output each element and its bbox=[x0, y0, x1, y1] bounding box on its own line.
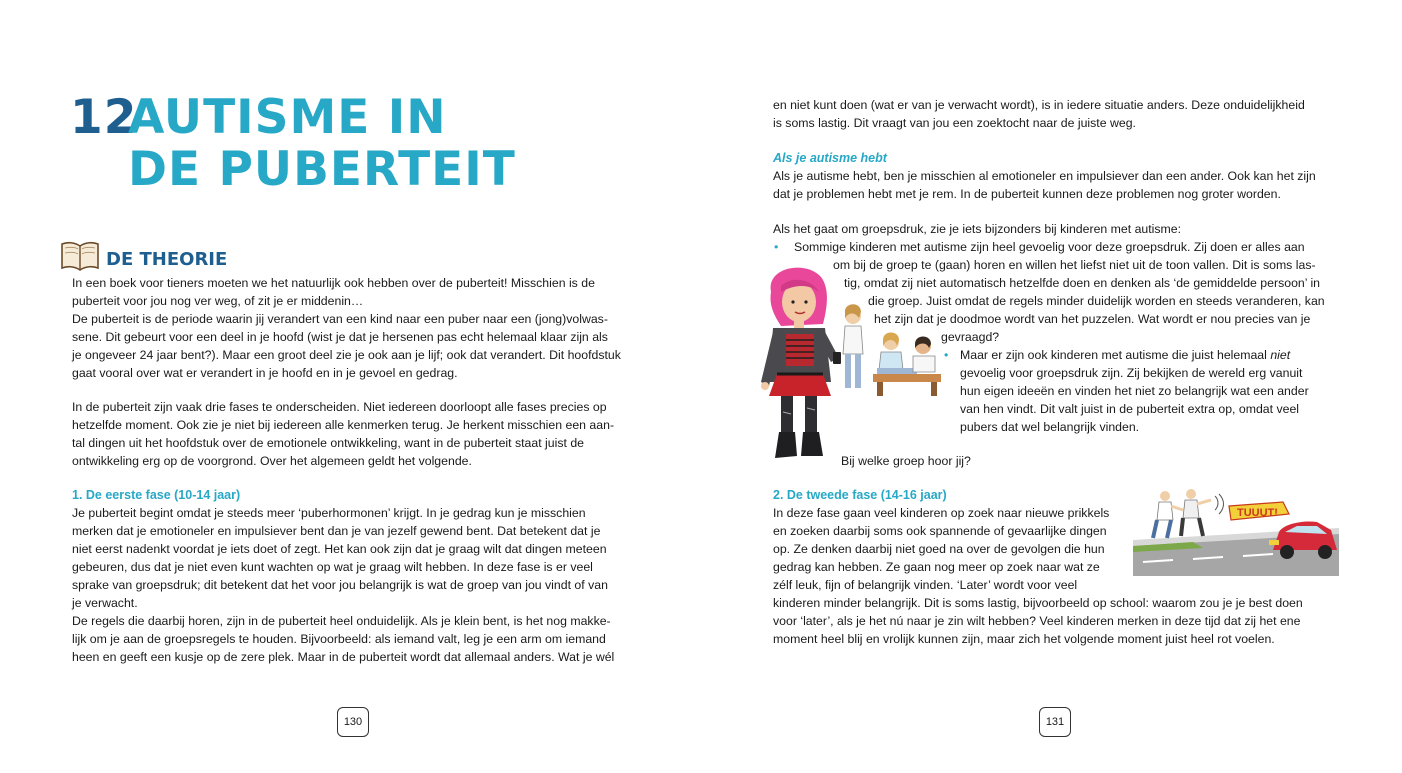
text-line: tig, omdat zij niet automatisch hetzelfde doen en denken als ‘de gemiddelde persoon’ in bbox=[844, 276, 1321, 290]
text-line: niet eerst nadenkt voordat je iets doet of zegt. Het kan ook zijn dat je graag wilt dat dingen meteen bbox=[72, 542, 607, 556]
text-line: van hen vindt. Dit valt juist in de puberteit extra op, omdat veel bbox=[960, 402, 1300, 416]
text-line: hetzelfde moment. Ook zie je niet bij iedereen alle kenmerken terug. Je herkent misschien een aan- bbox=[72, 418, 615, 432]
text-line: puberteit voor jou nog ver weg, of zit je er middenin… bbox=[72, 294, 364, 308]
text-line: gevraagd? bbox=[941, 330, 1000, 344]
text-line: Je puberteit begint omdat je steeds meer ‘puberhormonen’ krijgt. In je gedrag kun je misschien bbox=[72, 506, 586, 520]
text-line: je verwacht. bbox=[72, 596, 138, 610]
chapter-number: 12 bbox=[70, 90, 138, 145]
text-run: Maar er zijn ook kinderen met autisme die juist helemaal bbox=[960, 348, 1271, 362]
phases-paragraph bbox=[72, 398, 630, 470]
text-line: De puberteit is de periode waarin jij verandert van een kind naar een puber naar een (jong)volwas- bbox=[72, 312, 608, 326]
text-line: sene. Dit gebeurt voor een deel in je hoofd (wist je dat je hersenen pas echt helemaal klaar zijn als bbox=[72, 330, 608, 344]
text-line: en niet kunt doen (wat er van je verwacht wordt), is in iedere situatie anders. Deze onduidelijkheid bbox=[773, 98, 1305, 112]
text-line: In de puberteit zijn vaak drie fases te onderscheiden. Niet iedereen doorloopt alle fases precies op bbox=[72, 400, 607, 414]
text-line: In deze fase gaan veel kinderen op zoek naar nieuwe prikkels bbox=[773, 506, 1110, 520]
chapter-title-line1: AUTISME IN bbox=[128, 90, 447, 145]
chapter-title-line2: DE PUBERTEIT bbox=[128, 142, 516, 197]
text-line: op. Ze denken daarbij niet goed na over de gevolgen die hun bbox=[773, 542, 1105, 556]
phase1-heading: 1. De eerste fase (10-14 jaar) bbox=[72, 488, 241, 502]
text-line: voor ‘later’, als je het nú naar je zin wilt hebben? Veel kinderen merken in deze tijd dat zij het ene bbox=[773, 614, 1301, 628]
text-line: In een boek voor tieners moeten we het natuurlijk ook hebben over de puberteit! Misschien is de bbox=[72, 276, 595, 290]
text-line: moment heel blij en vrolijk kunnen zijn, maar zich het volgende moment juist heel rot voelen. bbox=[773, 632, 1275, 646]
text-line: Sommige kinderen met autisme zijn heel gevoelig voor deze groepsdruk. Zij doen er alles aan bbox=[794, 240, 1305, 254]
text-line: kinderen minder belangrijk. Dit is soms lastig, bijvoorbeeld op school: waarom zou je je best doen bbox=[773, 596, 1303, 610]
text-line: heen en geeft een kusje op de zere plek. Maar in de puberteit wordt dat allemaal anders. Wat je wél bbox=[72, 650, 615, 664]
phase2-paragraph-top bbox=[773, 504, 1133, 594]
text-line: gaat vooral over wat er verandert in je hoofd en in je gevoel en gedrag. bbox=[72, 366, 458, 380]
phase1-paragraph bbox=[72, 504, 630, 666]
phase2-heading: 2. De tweede fase (14-16 jaar) bbox=[773, 488, 947, 502]
text-line: je ongeveer 24 jaar bent?). Maar een groot deel zie je ook aan je lijf; ook dat verandert. Dit hoofdstuk bbox=[72, 348, 621, 362]
text-line bbox=[960, 346, 1333, 364]
text-line: tal dingen uit het hoofdstuk over de emotionele ontwikkeling, want in de puberteit staat juist de bbox=[72, 436, 585, 450]
bullet-marker: • bbox=[774, 240, 779, 254]
text-line: om bij de groep te (gaan) horen en willen het liefst niet uit de toon vallen. Dit is soms las- bbox=[833, 258, 1316, 272]
text-line: ontwikkeling erg op de voorgrond. Over het algemeen geldt het volgende. bbox=[72, 454, 472, 468]
text-line: gebeuren, dus dat je niet even kunt wachten op wat je graag wilt hebben. In deze fase is er veel bbox=[72, 560, 593, 574]
car-sound-text: TUUUT! bbox=[1237, 507, 1278, 519]
text-line: zélf leuk, fijn of belangrijk vinden. ‘Later’ wordt voor veel bbox=[773, 578, 1078, 592]
emphasis: niet bbox=[1270, 348, 1291, 362]
peer-pressure-intro bbox=[773, 220, 1333, 238]
bullet-item-1-line bbox=[941, 328, 1041, 346]
text-line: en zoeken daarbij soms ook spannende of gevaarlijke dingen bbox=[773, 524, 1107, 538]
bullet-item-1-line bbox=[794, 238, 1333, 256]
intro-paragraph bbox=[72, 274, 630, 382]
chapter-title-text bbox=[128, 92, 516, 196]
right-page bbox=[701, 0, 1402, 773]
text-line: dat je problemen hebt met je rem. In de puberteit kunnen deze problemen nog groter worden. bbox=[773, 187, 1281, 201]
text-line: is soms lastig. Dit vraagt van jou een zoektocht naar de juiste weg. bbox=[773, 116, 1136, 130]
page-number-left: 130 bbox=[337, 707, 369, 737]
text-line: het zijn dat je doodmoe wordt van het puzzelen. Wat wordt er nou precies van je bbox=[874, 312, 1311, 326]
continuation-paragraph bbox=[773, 96, 1333, 132]
autism-heading: Als je autisme hebt bbox=[773, 151, 887, 165]
text-line: hun eigen ideeën en vinden het niet zo belangrijk wat een ander bbox=[960, 384, 1309, 398]
text-line: Als je autisme hebt, ben je misschien al emotioneler en impulsiever dan een ander. Ook kan het zijn bbox=[773, 169, 1316, 183]
autism-paragraph bbox=[773, 167, 1333, 203]
girl-group-illustration bbox=[751, 262, 951, 462]
text-line: merken dat je emotioneler en impulsiever bent dan je van jezelf gewend bent. Dat betekent dat je bbox=[72, 524, 601, 538]
text-line: Als het gaat om groepsdruk, zie je iets bijzonders bij kinderen met autisme: bbox=[773, 222, 1182, 236]
text-line: gevoelig voor groepsdruk zijn. Zij bekijken de wereld erg vanuit bbox=[960, 366, 1303, 380]
text-line: die groep. Juist omdat de regels minder duidelijk worden en steeds veranderen, kan bbox=[868, 294, 1325, 308]
section-heading-label: DE THEORIE bbox=[106, 249, 228, 270]
question-text: Bij welke groep hoor jij? bbox=[841, 454, 971, 468]
text-line: pubers dat wel belangrijk vinden. bbox=[960, 420, 1140, 434]
text-line: De regels die daarbij horen, zijn in de puberteit heel onduidelijk. Als je klein bent, is het nog makke- bbox=[72, 614, 611, 628]
text-line: lijk om je aan de groepsregels te houden. Bijvoorbeeld: als iemand valt, leg je een arm om iemand bbox=[72, 632, 606, 646]
road-car-illustration bbox=[1133, 488, 1339, 576]
text-line: gedrag kan hebben. Ze gaan nog meer op zoek naar wat ze bbox=[773, 560, 1100, 574]
open-book-icon bbox=[60, 240, 100, 272]
text-line: sprake van groepsdruk; dit betekent dat het voor jou belangrijk is wat de groep van jou vindt of van bbox=[72, 578, 608, 592]
page-number-right: 131 bbox=[1039, 707, 1071, 737]
bullet-marker: • bbox=[944, 348, 949, 362]
bullet-item-2 bbox=[960, 346, 1333, 436]
phase2-paragraph-bottom bbox=[773, 594, 1333, 648]
